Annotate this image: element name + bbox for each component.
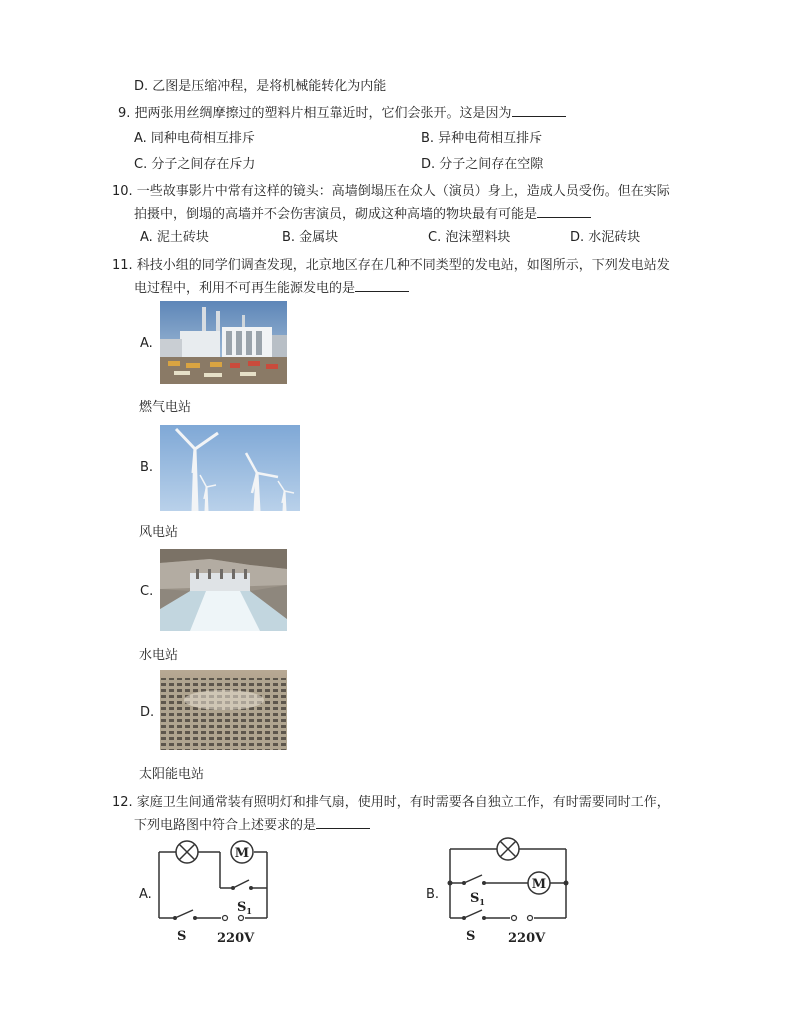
gas-power-station-photo: [160, 301, 287, 384]
q10-stem-line1: 10. 一些故事影片中常有这样的镜头：高墙倒塌压在众人（演员）身上，造成人员受伤。但在实际: [112, 184, 670, 199]
q11-stem-line2: 电过程中，利用不可再生能源发电的是: [134, 277, 409, 296]
q11-option-a-letter: A.: [140, 336, 153, 351]
switch-s-label: S: [177, 929, 187, 944]
q11-option-d-caption: 太阳能电站: [139, 767, 205, 782]
q10-option-a: A. 泥土砖块: [140, 230, 209, 245]
q10-stem-line2: 拍摄中，倒塌的高墙并不会伤害演员，砌成这种高墙的物块最有可能是: [134, 203, 591, 222]
circuit-diagram-a: [155, 836, 285, 948]
q9-stem: 9. 把两张用丝绸摩擦过的塑料片相互靠近时，它们会张开。这是因为: [118, 102, 566, 121]
q12-circuit-a-letter: A.: [139, 887, 152, 902]
q9-option-b: B. 异种电荷相互排斥: [421, 131, 543, 146]
q9-option-d: D. 分子之间存在空隙: [421, 157, 544, 172]
wind-farm-photo: [160, 425, 300, 511]
q9-option-a: A. 同种电荷相互排斥: [134, 131, 255, 146]
switch-s1-label: $S_1$: [237, 900, 252, 916]
motor-icon: [231, 841, 253, 863]
solar-power-station-photo: [160, 670, 287, 750]
q11-stem-line1: 11. 科技小组的同学们调查发现，北京地区存在几种不同类型的发电站，如图所示，下列发电站发: [112, 258, 670, 273]
q11-option-d-letter: D.: [140, 705, 155, 720]
q12-circuit-b-letter: B.: [426, 887, 440, 902]
hydro-power-station-photo: [160, 549, 287, 631]
motor-label: M: [234, 846, 250, 861]
motor-label: M: [531, 877, 547, 892]
q11-option-b-letter: B.: [140, 460, 154, 475]
q11-option-c-caption: 水电站: [139, 648, 179, 663]
q9-option-c: C. 分子之间存在斥力: [134, 157, 256, 172]
q8-option-d: D. 乙图是压缩冲程，是将机械能转化为内能: [134, 79, 387, 94]
lamp-icon: [176, 841, 198, 863]
switch-s1-label: $S_1$: [470, 891, 485, 907]
q12-stem-line2: 下列电路图中符合上述要求的是: [134, 814, 370, 833]
q11-option-a-caption: 燃气电站: [139, 400, 192, 415]
q11-option-b-caption: 风电站: [139, 525, 179, 540]
circuit-diagram-b: [444, 836, 574, 948]
switch-s-label: S: [466, 929, 476, 944]
q10-option-d: D. 水泥砖块: [570, 230, 641, 245]
q10-option-c: C. 泡沫塑料块: [428, 230, 511, 245]
q12-stem-line1: 12. 家庭卫生间通常装有照明灯和排气扇，使用时，有时需要各自独立工作，有时需要同时工作，: [112, 795, 670, 810]
voltage-label: 220V: [217, 931, 255, 946]
motor-icon: [528, 872, 550, 894]
lamp-icon: [497, 838, 519, 860]
q11-option-c-letter: C.: [140, 584, 154, 599]
voltage-label: 220V: [508, 931, 546, 946]
q10-option-b: B. 金属块: [282, 230, 339, 245]
